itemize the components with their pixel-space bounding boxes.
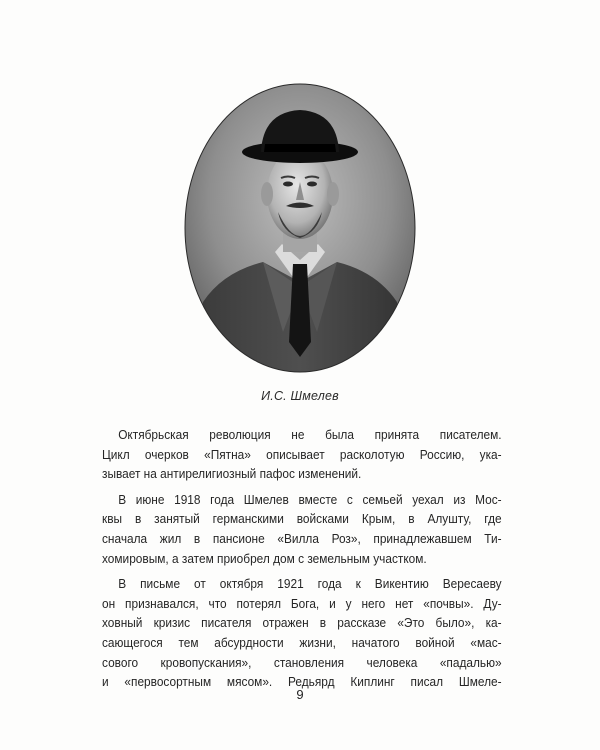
text-line: В письме от октября 1921 года к Викентию Вересаеву: [118, 576, 502, 592]
page-number: 9: [296, 687, 304, 702]
text-line: ховный кризис писателя отражен в рассказе «Это было», ка-: [102, 615, 502, 631]
text-line: сначала жил в пансионе «Вилла Роз», принадлежавшем Ти-: [102, 530, 502, 546]
text-line: Цикл очерков «Пятна» описывает расколотую Россию, ука-: [102, 446, 502, 462]
figure-caption: И.С. Шмелев: [261, 389, 339, 403]
paragraph-1: [102, 425, 502, 484]
text-line: сающегося тем абсурдности жизни, начатого войной «мас-: [102, 634, 502, 650]
text-line: зывает на антирелигиозный пафос изменений.: [102, 466, 362, 482]
text-line: квы в занятый германскими войсками Крым, в Алушту, где: [102, 511, 502, 527]
text-line: он признавался, что потерял Бога, и у него нет «почвы». Ду-: [102, 595, 502, 611]
portrait-photo: [183, 82, 417, 374]
author-portrait: [183, 82, 417, 374]
text-line: сового кровопускания», становления человека «падалью»: [102, 654, 502, 670]
text-line: В июне 1918 года Шмелев вместе с семьей уехал из Мос-: [118, 491, 502, 507]
text-line: и «первосортным мясом». Редьярд Киплинг писал Шмеле-: [102, 674, 502, 690]
paragraph-2: [102, 490, 502, 568]
body-text: [102, 425, 502, 698]
text-line: хомировым, а затем приобрел дом с земельным участком.: [102, 550, 427, 566]
text-line: Октябрьская революция не была принята писателем.: [118, 427, 502, 442]
paragraph-3: [102, 574, 502, 692]
